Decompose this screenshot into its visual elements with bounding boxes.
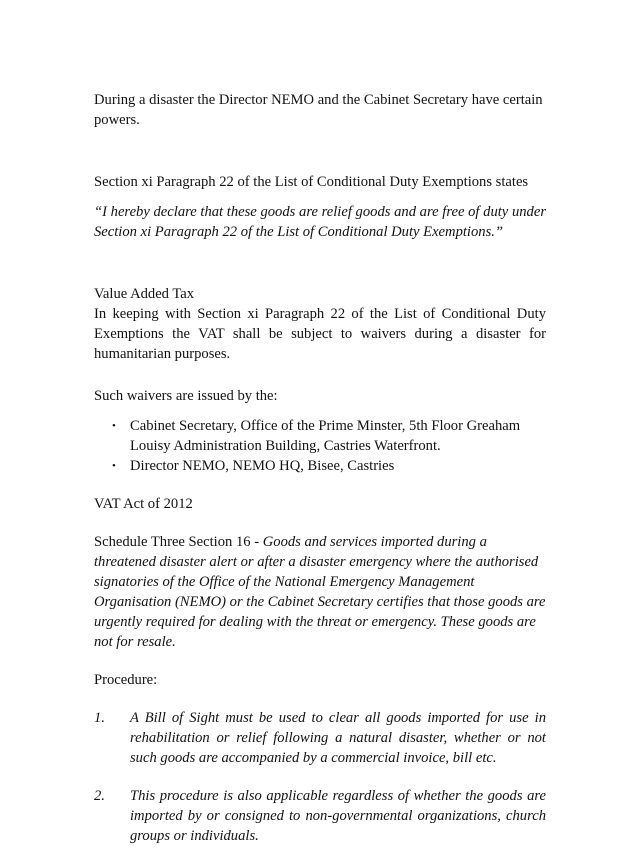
schedule-paragraph <box>94 532 546 652</box>
vat-act-heading: VAT Act of 2012 <box>94 496 193 512</box>
intro-paragraph: During a disaster the Director NEMO and the Cabinet Secretary have certain powers. <box>94 92 543 128</box>
procedure-step-number: 1. <box>94 710 105 726</box>
schedule-label: Schedule Three Section 16 - <box>94 534 263 550</box>
waivers-list <box>94 416 546 476</box>
document-page <box>94 90 546 864</box>
procedure-step-number: 2. <box>94 788 105 804</box>
procedure-list <box>94 708 546 846</box>
waiver-item-cabinet-secretary <box>94 416 546 456</box>
procedure-step <box>94 786 546 846</box>
vat-paragraph: In keeping with Section xi Paragraph 22 of the List of Conditional Duty Exemptions the VAT shall be subject to waivers during a disaster for humanitarian purposes. <box>94 306 546 362</box>
bullet-icon: • <box>112 420 116 432</box>
procedure-step-text: This procedure is also applicable regardless of whether the goods are imported by or consigned to non-governmental organizations, church groups or individuals. <box>130 788 546 844</box>
procedure-heading: Procedure: <box>94 672 158 688</box>
procedure-step <box>94 708 546 768</box>
section-heading: Section xi Paragraph 22 of the List of Conditional Duty Exemptions states <box>94 174 529 190</box>
waivers-intro: Such waivers are issued by the: <box>94 388 278 404</box>
vat-heading: Value Added Tax <box>94 286 195 302</box>
waiver-item-text: Cabinet Secretary, Office of the Prime Minster, 5th Floor Greaham Louisy Administration Building, Castries Waterfront. <box>130 418 521 454</box>
schedule-text: Goods and services imported during a threatened disaster alert or after a disaster emergency where the authorised signatories of the Office of the National Emergency Management Organisation (NEMO) or the Cabinet Secretary certifies that those goods are urgently required for dealing with the threat or emergency. These goods are not for resale. <box>94 534 546 650</box>
declaration-quote: “I hereby declare that these goods are relief goods and are free of duty under Section xi Paragraph 22 of the List of Conditional Duty Exemptions.” <box>94 204 546 240</box>
waiver-item-director-nemo <box>94 456 546 476</box>
waiver-item-text: Director NEMO, NEMO HQ, Bisee, Castries <box>130 458 395 474</box>
procedure-step-text: A Bill of Sight must be used to clear all goods imported for use in rehabilitation or relief following a natural disaster, whether or not such goods are accompanied by a commercial invoice, bill etc. <box>130 710 546 766</box>
bullet-icon: • <box>112 460 116 472</box>
